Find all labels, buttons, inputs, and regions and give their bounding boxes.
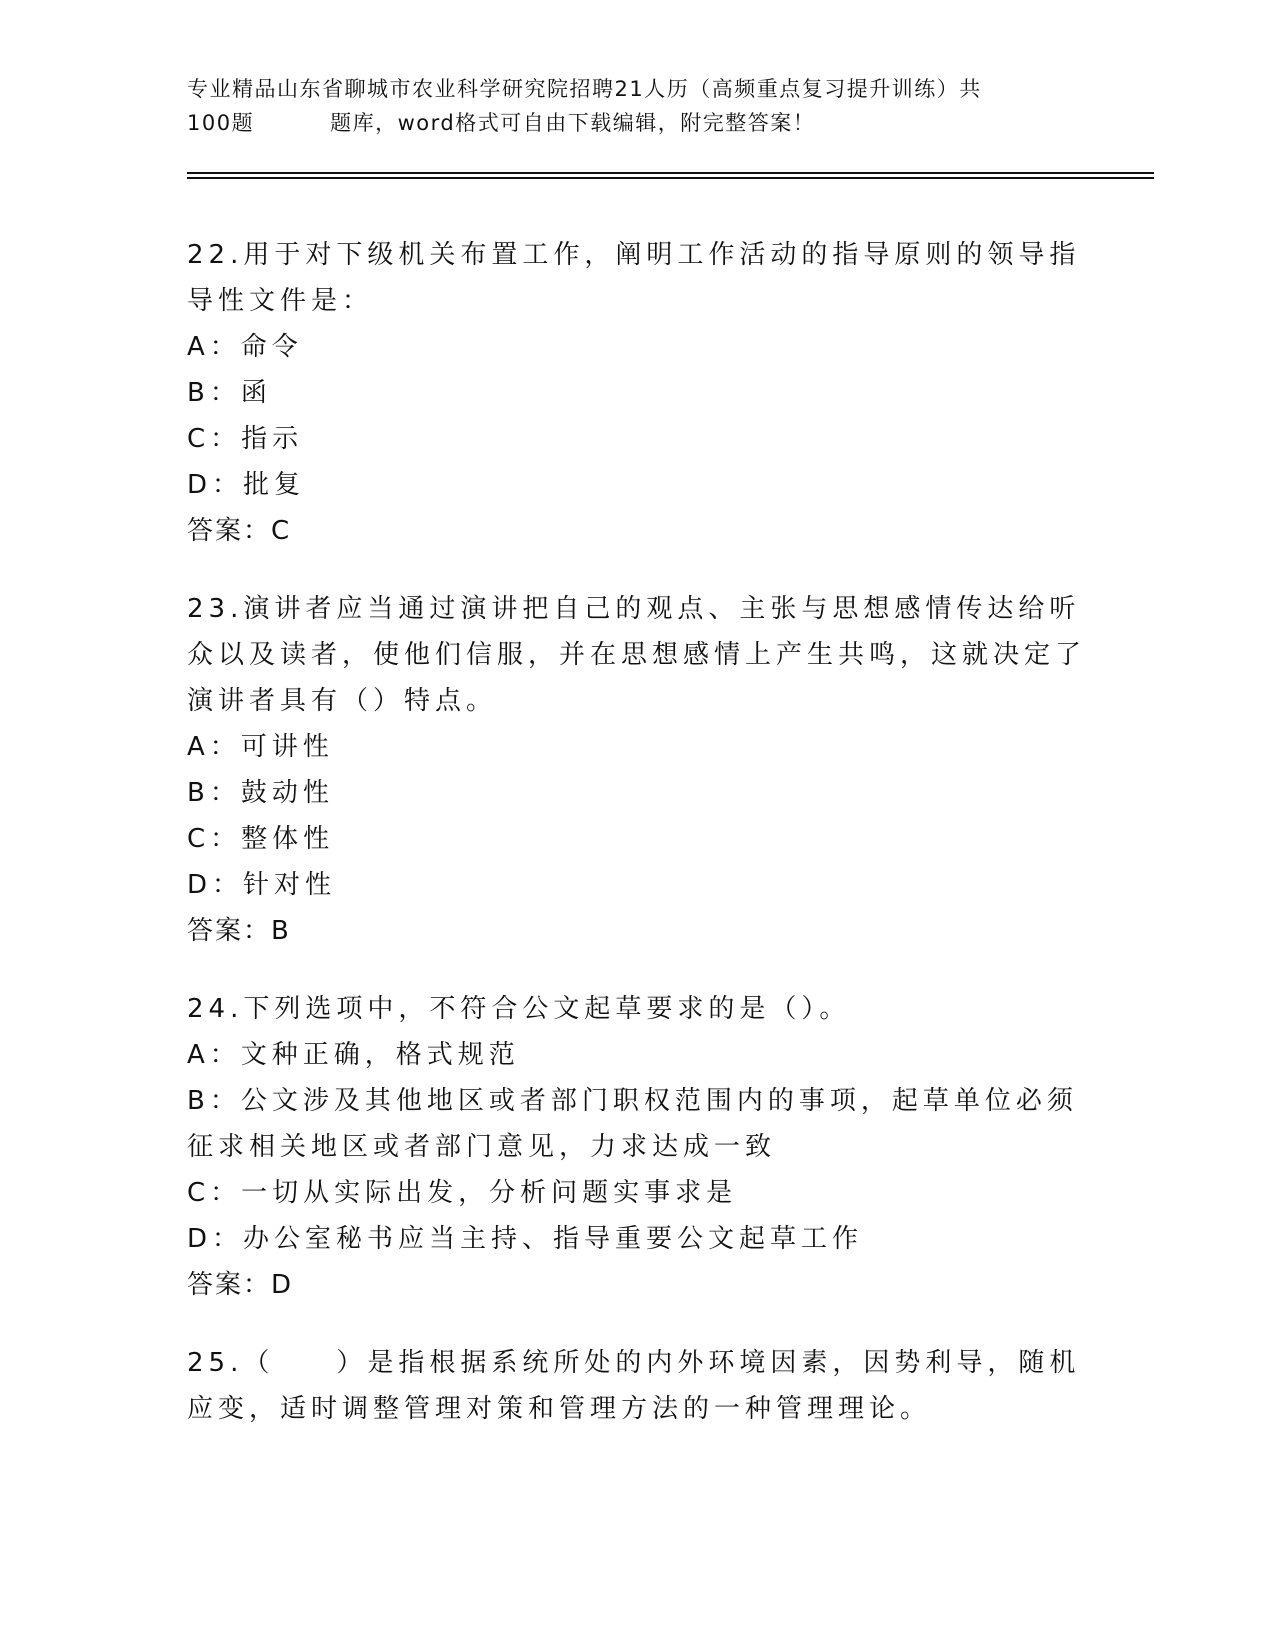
header-rule-bottom bbox=[187, 177, 1154, 179]
option-b: B：鼓动性 bbox=[187, 778, 334, 808]
option-b: B：公文涉及其他地区或者部门职权范围内的事项，起草单位必须征求相关地区或者部门意见，力求达成一致 bbox=[187, 1086, 1078, 1162]
option-c: C：指示 bbox=[187, 424, 304, 454]
question-25 bbox=[187, 1340, 1087, 1432]
option-a: A：命令 bbox=[187, 332, 303, 362]
question-list bbox=[187, 232, 1087, 1464]
answer-line: 答案：D bbox=[187, 1270, 294, 1300]
option-d: D：批复 bbox=[187, 470, 306, 500]
option-a: A：可讲性 bbox=[187, 732, 334, 762]
question-23 bbox=[187, 586, 1087, 954]
option-c: C：整体性 bbox=[187, 824, 335, 854]
option-a: A：文种正确，格式规范 bbox=[187, 1040, 520, 1070]
question-text: 24.下列选项中，不符合公文起草要求的是（）。 bbox=[187, 994, 851, 1024]
option-c: C：一切从实际出发，分析问题实事求是 bbox=[187, 1178, 738, 1208]
question-24 bbox=[187, 986, 1087, 1308]
question-text: 22.用于对下级机关布置工作，阐明工作活动的指导原则的领导指导性文件是： bbox=[187, 240, 1081, 316]
option-b: B：函 bbox=[187, 378, 272, 408]
option-d: D：办公室秘书应当主持、指导重要公文起草工作 bbox=[187, 1224, 864, 1254]
option-d: D：针对性 bbox=[187, 870, 337, 900]
question-22 bbox=[187, 232, 1087, 554]
question-text: 23.演讲者应当通过演讲把自己的观点、主张与思想感情传达给听众以及读者，使他们信服，并在思想感情上产生共鸣，这就决定了演讲者具有（）特点。 bbox=[187, 594, 1087, 716]
header-line-2-start: 100题 bbox=[187, 111, 255, 135]
header-rule-top bbox=[187, 172, 1154, 174]
answer-line: 答案：B bbox=[187, 916, 291, 946]
question-text: 25.（ ）是指根据系统所处的内外环境因素，因势利导，随机应变，适时调整管理对策和管理方法的一种管理理论。 bbox=[187, 1348, 1081, 1424]
header-line-2 bbox=[187, 106, 1087, 140]
answer-line: 答案：C bbox=[187, 516, 292, 546]
header-line-1: 专业精品山东省聊城市农业科学研究院招聘21人历（高频重点复习提升训练）共 bbox=[187, 77, 982, 101]
header-line-2-end: 题库，word格式可自由下载编辑，附完整答案！ bbox=[330, 111, 816, 135]
document-header bbox=[187, 72, 1087, 140]
